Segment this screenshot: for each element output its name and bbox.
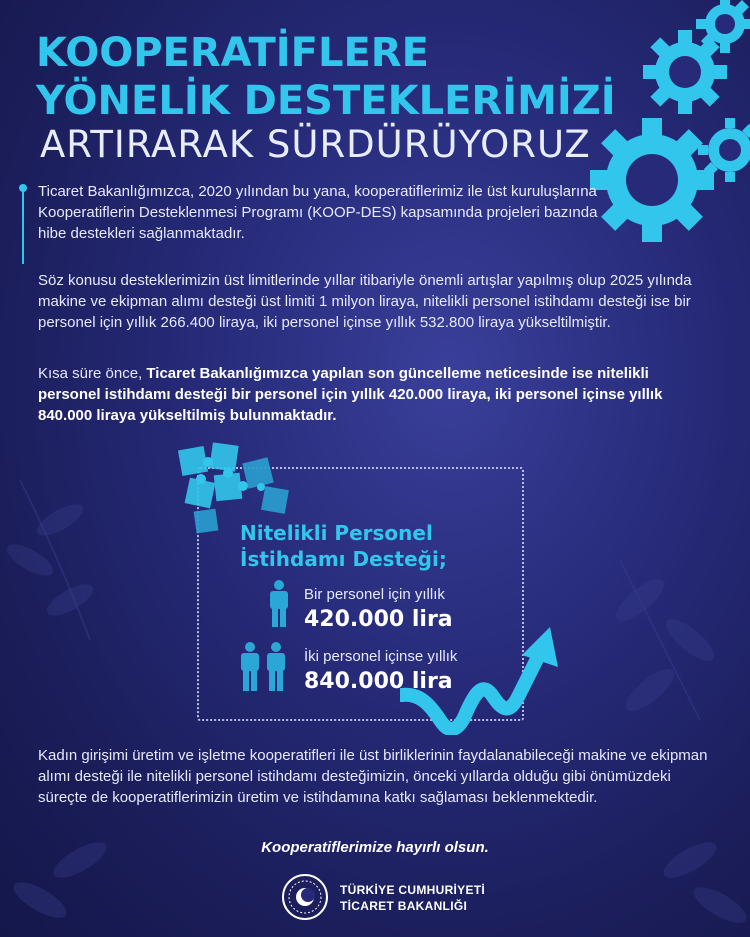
- intro-paragraph: Ticaret Bakanlığımızca, 2020 yılından bu yana, kooperatiflerimiz ile üst kuruluşlarına Kooperatiflerin Desteklenmesi Programı (KOOP-DES) kapsamında projeleri bazında hibe destekleri sağlanmaktadır.: [38, 183, 598, 242]
- one-person-label: Bir personel için yıllık: [304, 586, 445, 603]
- two-person-label: İki personel içinse yıllık: [304, 648, 458, 665]
- gear-icon: [580, 0, 750, 260]
- accent-line: [22, 186, 24, 264]
- person-icon: [268, 580, 290, 628]
- org-name-line-1: TÜRKİYE CUMHURİYETİ: [340, 883, 486, 897]
- one-person-amount: 420.000 lira: [304, 607, 453, 632]
- growth-arrow-icon: [400, 625, 565, 735]
- update-bold-text: Ticaret Bakanlığımızca yapılan son güncelleme neticesinde ise nitelikli personel istihdamı desteği bir personel için yıllık 420.000 liraya, iki personel içinse yıllık 840.000 liraya yükseltilmiş bulunmaktadır.: [38, 365, 663, 424]
- title-line-1: KOOPERATİFLERE: [36, 30, 429, 76]
- accent-dot: [19, 184, 27, 192]
- outlook-paragraph: Kadın girişimi üretim ve işletme kooperatifleri ile üst birliklerinin faydalanabileceği makine ve ekipman alımı desteği ile nitelikli personel istihdamı desteğimizin, önceki yıllarda olduğu gibi önümüzdeki süreçte de kooperatiflerimizin üretim ve istihdamına katkı sağlaması beklenmektedir.: [38, 747, 708, 806]
- closing-message: Kooperatiflerimize hayırlı olsun.: [261, 839, 489, 856]
- ministry-logo-icon: [280, 872, 330, 922]
- support-title-line-1: Nitelikli Personel: [240, 521, 433, 545]
- two-person-amount: 840.000 lira: [304, 669, 453, 694]
- support-title-line-2: İstihdamı Desteği;: [240, 547, 447, 571]
- update-paragraph: [38, 363, 693, 426]
- title-line-2: YÖNELİK DESTEKLERİMİZİ: [36, 78, 616, 124]
- support-title: [240, 520, 447, 572]
- subtitle-line: ARTIRARAK SÜRDÜRÜYORUZ: [40, 123, 591, 166]
- limits-paragraph: Söz konusu desteklerimizin üst limitlerinde yıllar itibariyle önemli artışlar yapılmış olup 2025 yılında makine ve ekipman alımı desteği üst limiti 1 milyon liraya, nitelikli personel istihdamı desteği ise bir personel için yıllık 266.400 liraya, iki personel içinse yıllık 532.800 liraya yükseltilmiştir.: [38, 272, 692, 331]
- org-name-line-2: TİCARET BAKANLIĞI: [340, 899, 468, 913]
- two-persons-icon: [238, 642, 290, 692]
- update-prefix: Kısa süre önce,: [38, 365, 147, 382]
